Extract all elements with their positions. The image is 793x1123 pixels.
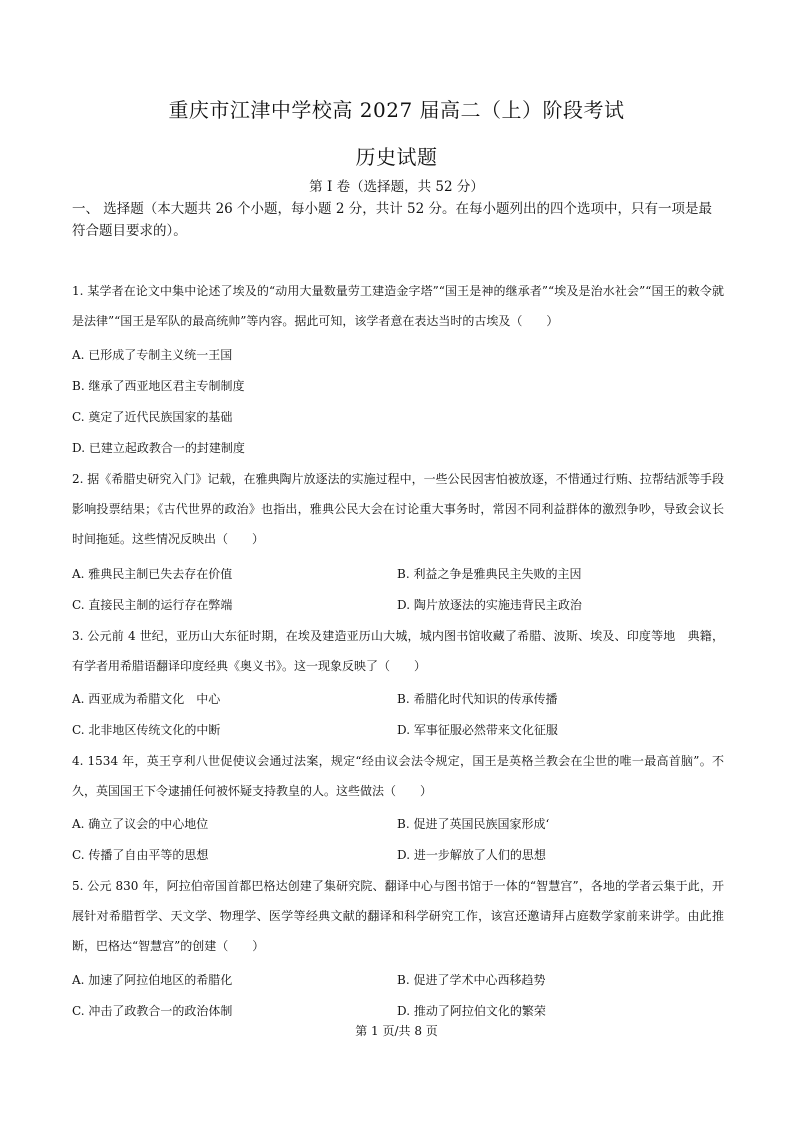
question-3-stem: 3. 公元前 4 世纪，亚历山大东征时期，在埃及建造亚历山大城，城内图书馆收藏了希腊、波斯、埃及、印度等地 典籍，有学者用希腊语翻译印度经典《奥义书》。这一现象反映了（ ） xyxy=(72,629,724,673)
question-2-option-b: B. 利益之争是雅典民主失败的主因 xyxy=(397,567,582,581)
question-5-option-a: A. 加速了阿拉伯地区的希腊化 xyxy=(72,973,233,987)
question-3-option-a: A. 西亚成为希腊文化 中心 xyxy=(72,692,221,706)
question-4-option-d: D. 进一步解放了人们的思想 xyxy=(397,848,546,862)
section-instructions: 一、 选择题（本大题共 26 个小题，每小题 2 分，共计 52 分。在每小题列出的四个选项中，只有一项是最符合题目要求的）。 xyxy=(72,201,712,239)
page-number: 第 1 页/共 8 页 xyxy=(355,1024,438,1038)
question-1-stem: 1. 某学者在论文中集中论述了埃及的“动用大量数量劳工建造金字塔”“国王是神的继承者”“埃及是治水社会”“国王的敕令就是法律”“国王是军队的最高统帅”等内容。据此可知，该学者意在表达当时的古埃及（ ） xyxy=(72,284,724,328)
exam-subtitle: 历史试题 xyxy=(355,145,438,169)
question-4-option-a: A. 确立了议会的中心地位 xyxy=(72,817,209,831)
section-heading: 第 I 卷（选择题，共 52 分） xyxy=(309,179,484,195)
question-5-option-b: B. 促进了学术中心西移趋势 xyxy=(397,973,546,987)
question-5-option-d: D. 推动了阿拉伯文化的繁荣 xyxy=(397,1004,546,1018)
question-3-option-c: C. 北非地区传统文化的中断 xyxy=(72,723,221,737)
question-1-option-c: C. 奠定了近代民族国家的基础 xyxy=(72,410,233,424)
exam-title: 重庆市江津中学校高 2027 届高二（上）阶段考试 xyxy=(168,98,625,122)
question-3-option-b: B. 希腊化时代知识的传承传播 xyxy=(397,692,558,706)
question-5-option-c: C. 冲击了政教合一的政治体制 xyxy=(72,1004,233,1018)
question-2-option-a: A. 雅典民主制已失去存在价值 xyxy=(72,567,233,581)
question-1-option-d: D. 已建立起政教合一的封建制度 xyxy=(72,441,245,455)
question-2-stem: 2. 据《希腊史研究入门》记载，在雅典陶片放逐法的实施过程中，一些公民因害怕被放逐，不惜通过行贿、拉帮结派等手段影响投票结果；《古代世界的政治》也指出，雅典公民大会在讨论重大事务时，常因不同利益群体的激烈争吵，导致会议长时间拖延。这些情况反映出（ ） xyxy=(72,472,724,546)
question-2-option-c: C. 直接民主制的运行存在弊端 xyxy=(72,598,233,612)
question-1-option-b: B. 继承了西亚地区君主专制制度 xyxy=(72,379,245,393)
question-5-stem: 5. 公元 830 年，阿拉伯帝国首都巴格达创建了集研究院、翻译中心与图书馆于一体的“智慧宫”，各地的学者云集于此，开展针对希腊哲学、天文学、物理学、医学等经典文献的翻译和科学研究工作，该宫还邀请拜占庭数学家前来讲学。由此推断，巴格达“智慧宫”的创建（ ） xyxy=(72,879,724,953)
question-3-option-d: D. 军事征服必然带来文化征服 xyxy=(397,723,558,737)
question-1-option-a: A. 已形成了专制主义统一王国 xyxy=(72,348,233,362)
question-4-option-b: B. 促进了英国民族国家形成‘ xyxy=(397,817,550,831)
question-4-stem: 4. 1534 年，英王亨利八世促使议会通过法案，规定“经由议会法令规定，国王是英格兰教会在尘世的唯一最高首脑”。不久，英国国王下令逮捕任何被怀疑支持教皇的人。这些做法（ ） xyxy=(72,754,724,798)
question-2-option-d: D. 陶片放逐法的实施违背民主政治 xyxy=(397,598,582,612)
question-4-option-c: C. 传播了自由平等的思想 xyxy=(72,848,209,862)
